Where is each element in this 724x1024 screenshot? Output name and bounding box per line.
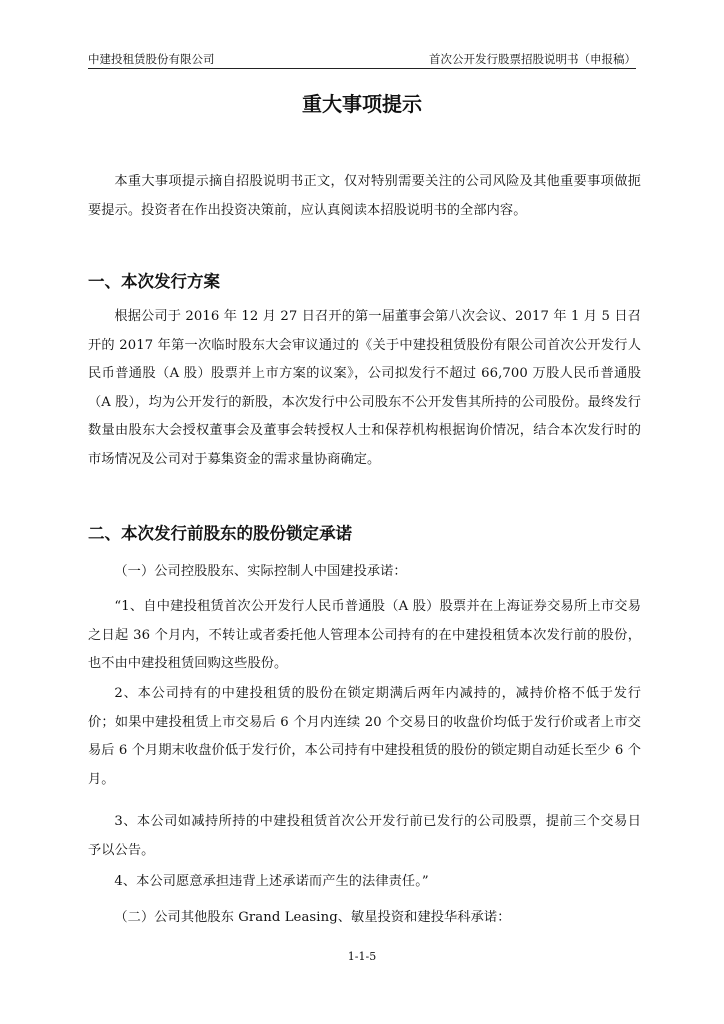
commitment-item-1: “1、自中建投租赁首次公开发行人民币普通股（A 股）股票并在上海证券交易所上市交易之日起 36 个月内，不转让或者委托他人管理本公司持有的在中建投租赁本次发行前的股份，也不由中建投租赁回购这些股份。 [88,599,641,671]
section1-paragraph: 根据公司于 2016 年 12 月 27 日召开的第一届董事会第八次会议、2017 年 1 月 5 日召开的 2017 年第一次临时股东大会审议通过的《关于中建投租赁股份有限公司首次公开发行人民币普通股（A 股）股票并上市方案的议案》，公司拟发行不超过 66,700 万股人民币普通股（A 股），均为公开发行的新股，本次发行中公司股东不公开发售其所持的公司股份。最终发行数量由股东大会授权董事会及董事会转授权人士和保荐机构根据询价情况，结合本次发行时的市场情况及公司对于募集资金的需求量协商确定。 [88,309,641,467]
intro-paragraph: 本重大事项提示摘自招股说明书正文，仅对特别需要关注的公司风险及其他重要事项做扼要提示。投资者在作出投资决策前，应认真阅读本招股说明书的全部内容。 [88,174,641,218]
section2-subheading-1: （一）公司控股股东、实际控制人中国建投承诺： [114,564,407,579]
header-doc-title: 首次公开发行股票招股说明书（申报稿） [429,52,636,66]
page-title: 重大事项提示 [302,92,422,116]
page-header [88,50,636,69]
commitment-item-4: 4、本公司愿意承担违背上述承诺而产生的法律责任。” [114,874,429,889]
page-number: 1-1-5 [347,950,377,963]
section2-subheading-2: （二）公司其他股东 Grand Leasing、敏星投资和建投华科承诺： [114,910,511,925]
section2-heading: 二、本次发行前股东的股份锁定承诺 [88,524,352,543]
commitment-item-2: 2、本公司持有的中建投租赁的股份在锁定期满后两年内减持的，减持价格不低于发行价；如果中建投租赁上市交易后 6 个月内连续 20 个交易日的收盘价均低于发行价或者上市交易后 6 个月期末收盘价低于发行价，本公司持有中建投租赁的股份的锁定期自动延长至少 6 个月。 [88,686,641,787]
commitment-item-3: 3、本公司如减持所持的中建投租赁首次公开发行前已发行的公司股票，提前三个交易日予以公告。 [88,814,641,858]
section1-heading: 一、本次发行方案 [88,272,220,291]
header-company: 中建投租赁股份有限公司 [88,52,215,66]
